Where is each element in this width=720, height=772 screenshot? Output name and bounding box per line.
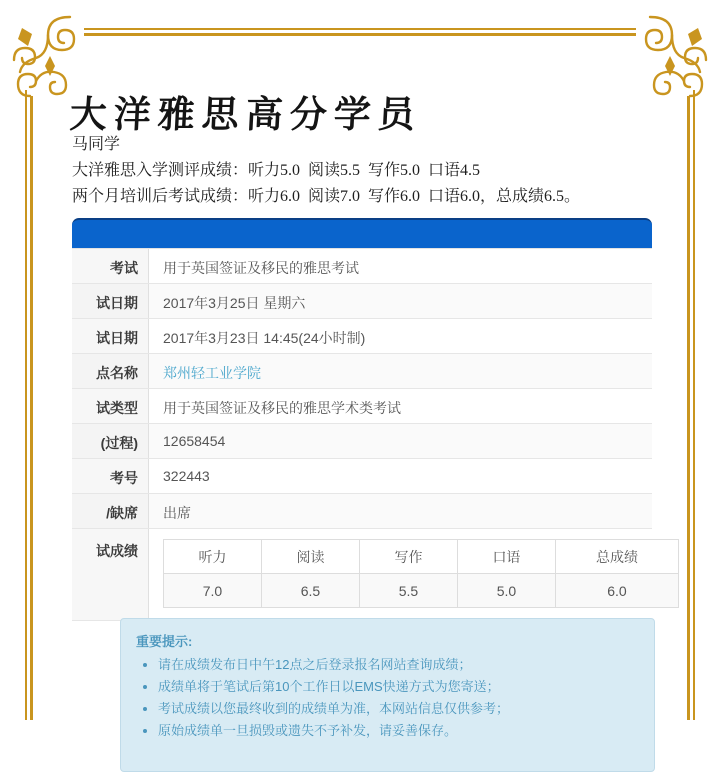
notice-item: • 请在成绩发布日中午12点之后登录报名网站查询成绩； [158, 654, 639, 676]
row-label: 试日期 [72, 284, 149, 318]
table-row [72, 389, 652, 424]
notice-item: • 考试成绩以您最终收到的成绩单为准，本网站信息仅供参考； [158, 698, 639, 720]
score-value: 6.5 [261, 574, 359, 608]
score-header: 总成绩 [555, 540, 678, 574]
notice-title: 重要提示: [136, 634, 193, 649]
score-value: 5.5 [359, 574, 457, 608]
frame-right-line-thin [693, 90, 695, 720]
frame-right-line-thick [687, 96, 690, 720]
intro-text [72, 132, 580, 210]
row-value: 12658454 [149, 424, 652, 458]
row-label: 点名称 [72, 354, 149, 388]
notice-item: • 成绩单将于笔试后第10个工作日以EMS快递方式为您寄送； [158, 676, 639, 698]
score-before-line: 大洋雅思入学测评成绩：听力5.0 阅读5.5 写作5.0 口语4.5 [72, 162, 481, 179]
score-value: 7.0 [164, 574, 262, 608]
row-label: (过程) [72, 424, 149, 458]
table-row [72, 459, 652, 494]
result-header-bar [72, 218, 652, 248]
score-value-row [164, 574, 679, 608]
frame-left-line-thin [25, 90, 27, 720]
row-value: 2017年3月23日 14:45(24小时制) [163, 330, 366, 346]
row-value: 2017年3月25日 星期六 [149, 284, 652, 318]
notice-item: • 原始成绩单一旦损毁或遗失不予补发，请妥善保存。 [158, 720, 639, 742]
row-value: 用于英国签证及移民的雅思学术类考试 [163, 400, 401, 416]
row-label: 试成绩 [72, 529, 149, 620]
row-label: 考试 [72, 249, 149, 283]
score-table-wrap [149, 529, 679, 620]
score-header: 口语 [457, 540, 555, 574]
score-header: 阅读 [261, 540, 359, 574]
row-label: 考号 [72, 459, 149, 493]
test-centre-link[interactable]: 郑州轻工业学院 [149, 354, 652, 388]
score-section-row [72, 529, 652, 621]
result-screenshot [72, 218, 652, 621]
table-row [72, 284, 652, 319]
table-row [72, 494, 652, 529]
table-row [72, 249, 652, 284]
frame-top-line-thick [84, 33, 636, 36]
score-value: 5.0 [457, 574, 555, 608]
corner-flourish-icon [634, 12, 712, 100]
student-name: 马同学 [72, 136, 121, 153]
table-row [72, 354, 652, 389]
notice-list [136, 654, 639, 742]
score-header: 写作 [359, 540, 457, 574]
row-label: 试类型 [72, 389, 149, 423]
score-after-line: 两个月培训后考试成绩：听力6.0 阅读7.0 写作6.0 口语6.0，总成绩6.5。 [72, 188, 581, 205]
row-value: 用于英国签证及移民的雅思考试 [163, 260, 359, 276]
row-value: 322443 [163, 468, 210, 484]
row-value: 出席 [149, 494, 652, 528]
page-title: 大洋雅思高分学员 [68, 92, 423, 136]
table-row [72, 319, 652, 354]
result-table [72, 248, 652, 621]
score-header: 听力 [164, 540, 262, 574]
frame-top-line-thin [84, 28, 636, 30]
score-header-row [164, 540, 679, 574]
row-label: /缺席 [72, 494, 149, 528]
score-table [163, 539, 679, 608]
score-value: 6.0 [555, 574, 678, 608]
frame-left-line-thick [30, 96, 33, 720]
row-label: 试日期 [72, 319, 149, 353]
table-row [72, 424, 652, 459]
important-notice-box [120, 618, 655, 772]
